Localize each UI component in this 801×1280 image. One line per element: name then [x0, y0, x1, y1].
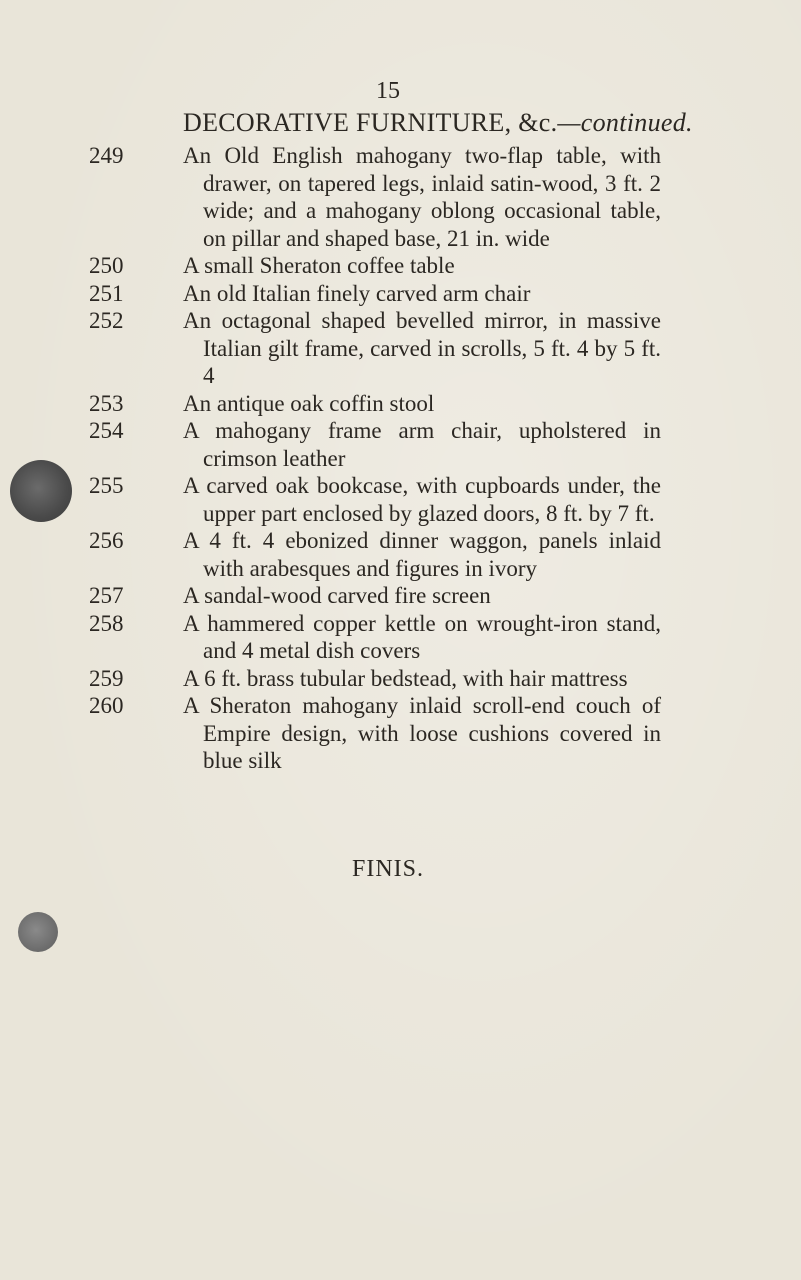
lot-number: 249: [89, 143, 124, 168]
lot-description: A carved oak bookcase, with cupboards under, the upper part enclosed by glazed doors, 8 ft. by 7 ft.: [183, 473, 661, 526]
lot-number: 255: [89, 473, 124, 498]
lot-entry: [0, 390, 801, 418]
lot-entry: [0, 665, 801, 693]
lot-entry: [0, 472, 801, 527]
lot-number: 259: [89, 665, 124, 691]
lot-description: An octagonal shaped bevelled mirror, in massive Italian gilt frame, carved in scrolls, 5 ft. 4 by 5 ft. 4: [183, 308, 661, 388]
page-number: 15: [376, 78, 400, 104]
section-heading-main: DECORATIVE FURNITURE, &c.: [183, 108, 558, 137]
lot-description: An old Italian finely carved arm chair: [183, 280, 531, 306]
lot-number: 253: [89, 390, 124, 416]
lot-number: 260: [89, 693, 124, 718]
lot-entry: [0, 527, 801, 582]
lot-description: A 4 ft. 4 ebonized dinner waggon, panels inlaid with arabesques and figures in ivory: [183, 528, 661, 581]
lot-description: A 6 ft. brass tubular bedstead, with hair mattress: [183, 665, 628, 691]
lot-description: A Sheraton mahogany inlaid scroll-end couch of Empire design, with loose cushions covered in blue silk: [183, 693, 661, 773]
lot-entry: [0, 252, 801, 280]
section-heading: [183, 108, 693, 138]
lot-description: An Old English mahogany two-flap table, with drawer, on tapered legs, inlaid satin-wood, 3 ft. 2 wide; and a mahogany oblong occasional table, on pillar and shaped base, 21 in. wide: [183, 143, 661, 251]
lot-number: 257: [89, 583, 124, 608]
lot-number: 258: [89, 610, 124, 636]
lot-entry: [0, 692, 801, 775]
punch-hole: [18, 912, 58, 952]
lot-entry: [0, 307, 801, 390]
lot-description: An antique oak coffin stool: [183, 390, 435, 416]
lot-description: A mahogany frame arm chair, upholstered in crimson leather: [183, 418, 661, 471]
lot-description: A hammered copper kettle on wrought-iron stand, and 4 metal dish covers: [183, 610, 661, 663]
finis-text: FINIS.: [352, 856, 425, 882]
lot-entry: [0, 417, 801, 472]
section-heading-continued: —continued.: [557, 108, 693, 137]
lot-entry: [0, 582, 801, 610]
lot-number: 256: [89, 528, 124, 553]
lot-entry: [0, 610, 801, 665]
lot-entry: [0, 280, 801, 308]
lot-number: 254: [89, 418, 124, 443]
lot-list: [0, 142, 801, 775]
lot-number: 250: [89, 253, 124, 278]
lot-entry: [0, 142, 801, 252]
lot-number: 252: [89, 308, 124, 333]
lot-number: 251: [89, 280, 124, 306]
lot-description: A small Sheraton coffee table: [183, 253, 455, 278]
lot-description: A sandal-wood carved fire screen: [183, 583, 491, 608]
